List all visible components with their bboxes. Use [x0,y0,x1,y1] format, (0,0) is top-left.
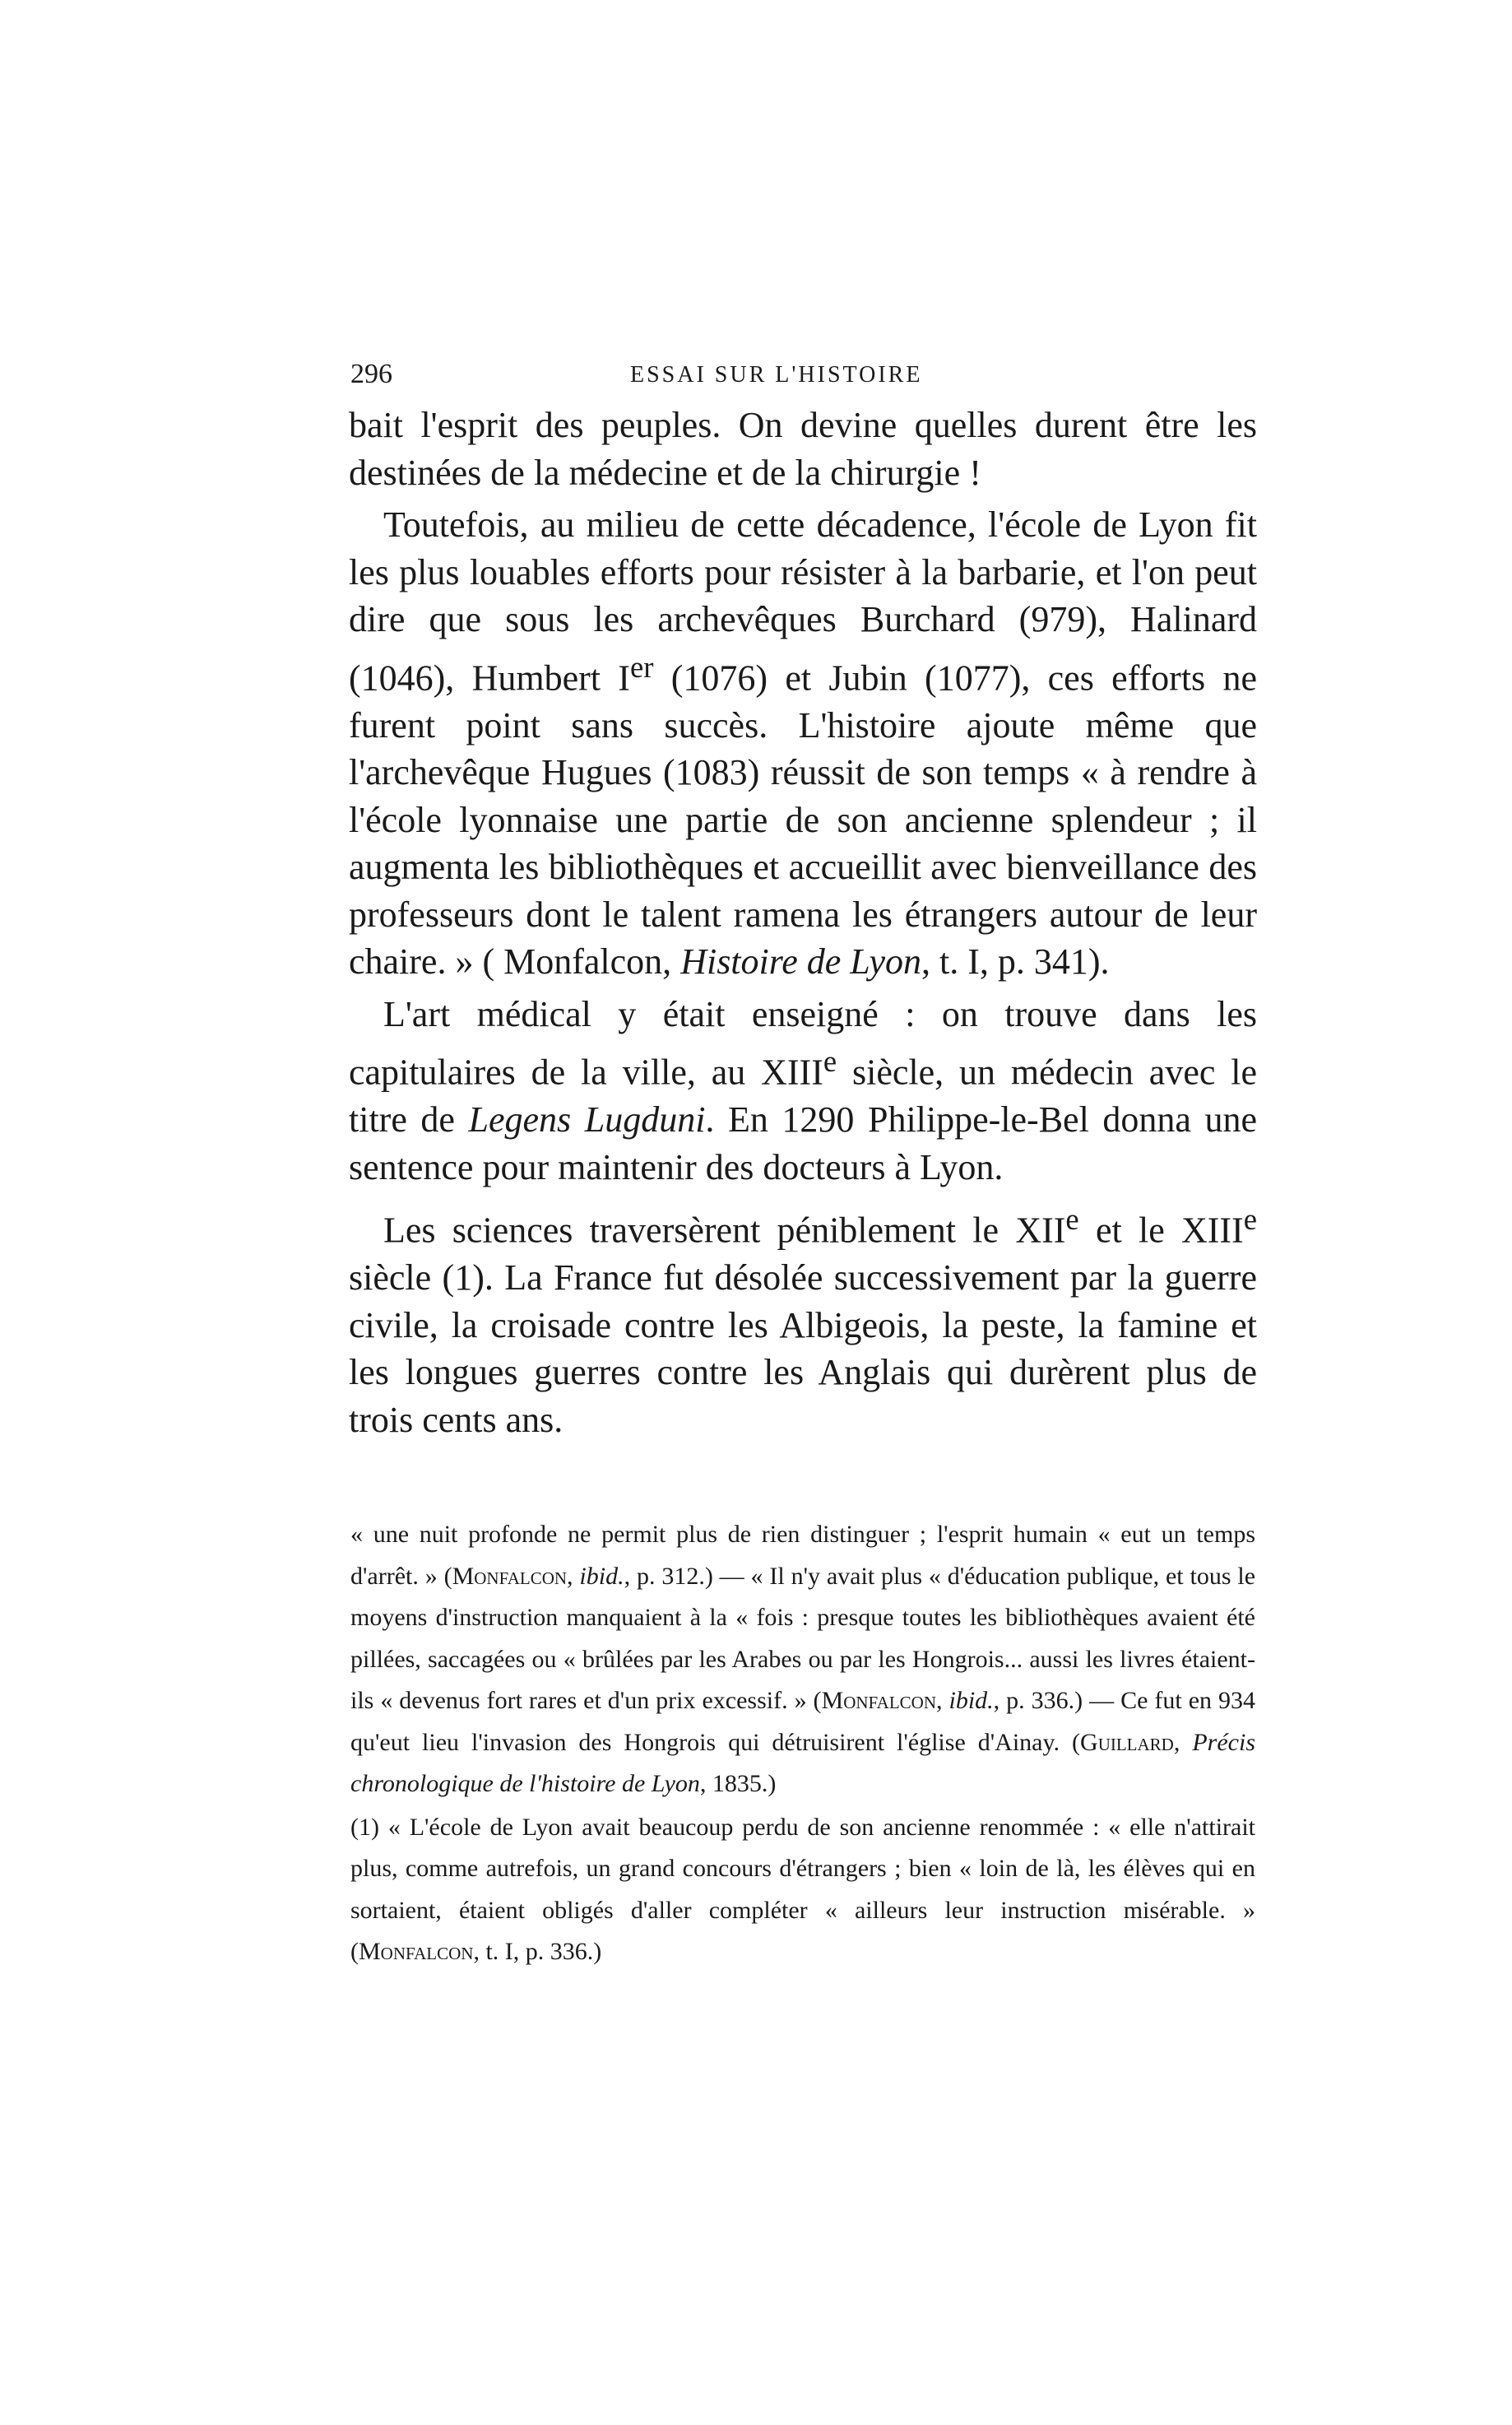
footnotes [350,1514,1255,1973]
paragraph-continued: bait l'esprit des peuples. On devine quelles durent être les destinées de la médecine et de la chirurgie ! [349,405,1257,493]
page-header [350,359,1255,400]
page-number: 296 [350,359,392,389]
legens-lugduni: Legens Lugduni [468,1099,706,1140]
footnote-1: (1) « L'école de Lyon avait beaucoup perdu de son ancienne renommée : « elle n'attirait plus, comme autrefois, un grand concours d'étrangers ; bien « loin de là, les élèves qui en sortaient, étaient obligés d'aller compléter « ailleurs leur instruction misérable. » (Monfalcon, t. I, p. 336.) [350,1813,1255,1965]
citation-title: Histoire de Lyon [680,941,921,983]
running-title: ESSAI SUR L'HISTOIRE [630,362,923,388]
main-text [349,402,1257,1443]
paragraph-medical-art: L'art médical y était enseigné : on trouve dans les capitulaires de la ville, au XIIIe siècle, un médecin avec le titre de Legens Lugduni. En 1290 Philippe-le-Bel donna une sentence pour maintenir des docteurs à Lyon. [349,993,1257,1187]
paragraph-sciences: Les sciences traversèrent péniblement le XIIe et le XIIIe siècle (1). La France fut désolée successivement par la guerre civile, la croisade contre les Albigeois, la peste, la famine et les longues guerres contre les Anglais qui durèrent plus de trois cents ans. [349,1202,1257,1440]
paragraph-lyon-school: Toutefois, au milieu de cette décadence, l'école de Lyon fit les plus louables efforts pour résister à la barbarie, et l'on peut dire que sous les archevêques Burchard (979), Halinard (1046), Humbert Ier (1076) et Jubin (1077), ces efforts ne furent point sans succès. L'histoire ajoute même que l'archevêque Hugues (1083) réussit de son temps « à rendre à l'école lyonnaise une partie de son ancienne splendeur ; il augmenta les bibliothèques et accueillit avec bienveillance des professeurs dont le talent ramena les étrangers autour de leur chaire. » ( Monfalcon, Histoire de Lyon, t. I, p. 341). [349,504,1257,983]
footnote-continued: « une nuit profonde ne permit plus de rien distinguer ; l'esprit humain « eut un temps d'arrêt. » (Monfalcon, ibid., p. 312.) — « Il n'y avait plus « d'éducation publique, et tous le moyens d'instruction manquaient à la « fois : presque toutes les bibliothèques avaient été pillées, saccagées ou « brûlées par les Arabes ou par les Hongrois... aussi les livres étaient-ils « devenus fort rares et d'un prix excessif. » (Monfalcon, ibid., p. 336.) — Ce fut en 934 qu'eut lieu l'invasion des Hongrois qui détruisirent l'église d'Ainay. (Guillard, Précis chronologique de l'histoire de Lyon, 1835.) [350,1521,1256,1797]
